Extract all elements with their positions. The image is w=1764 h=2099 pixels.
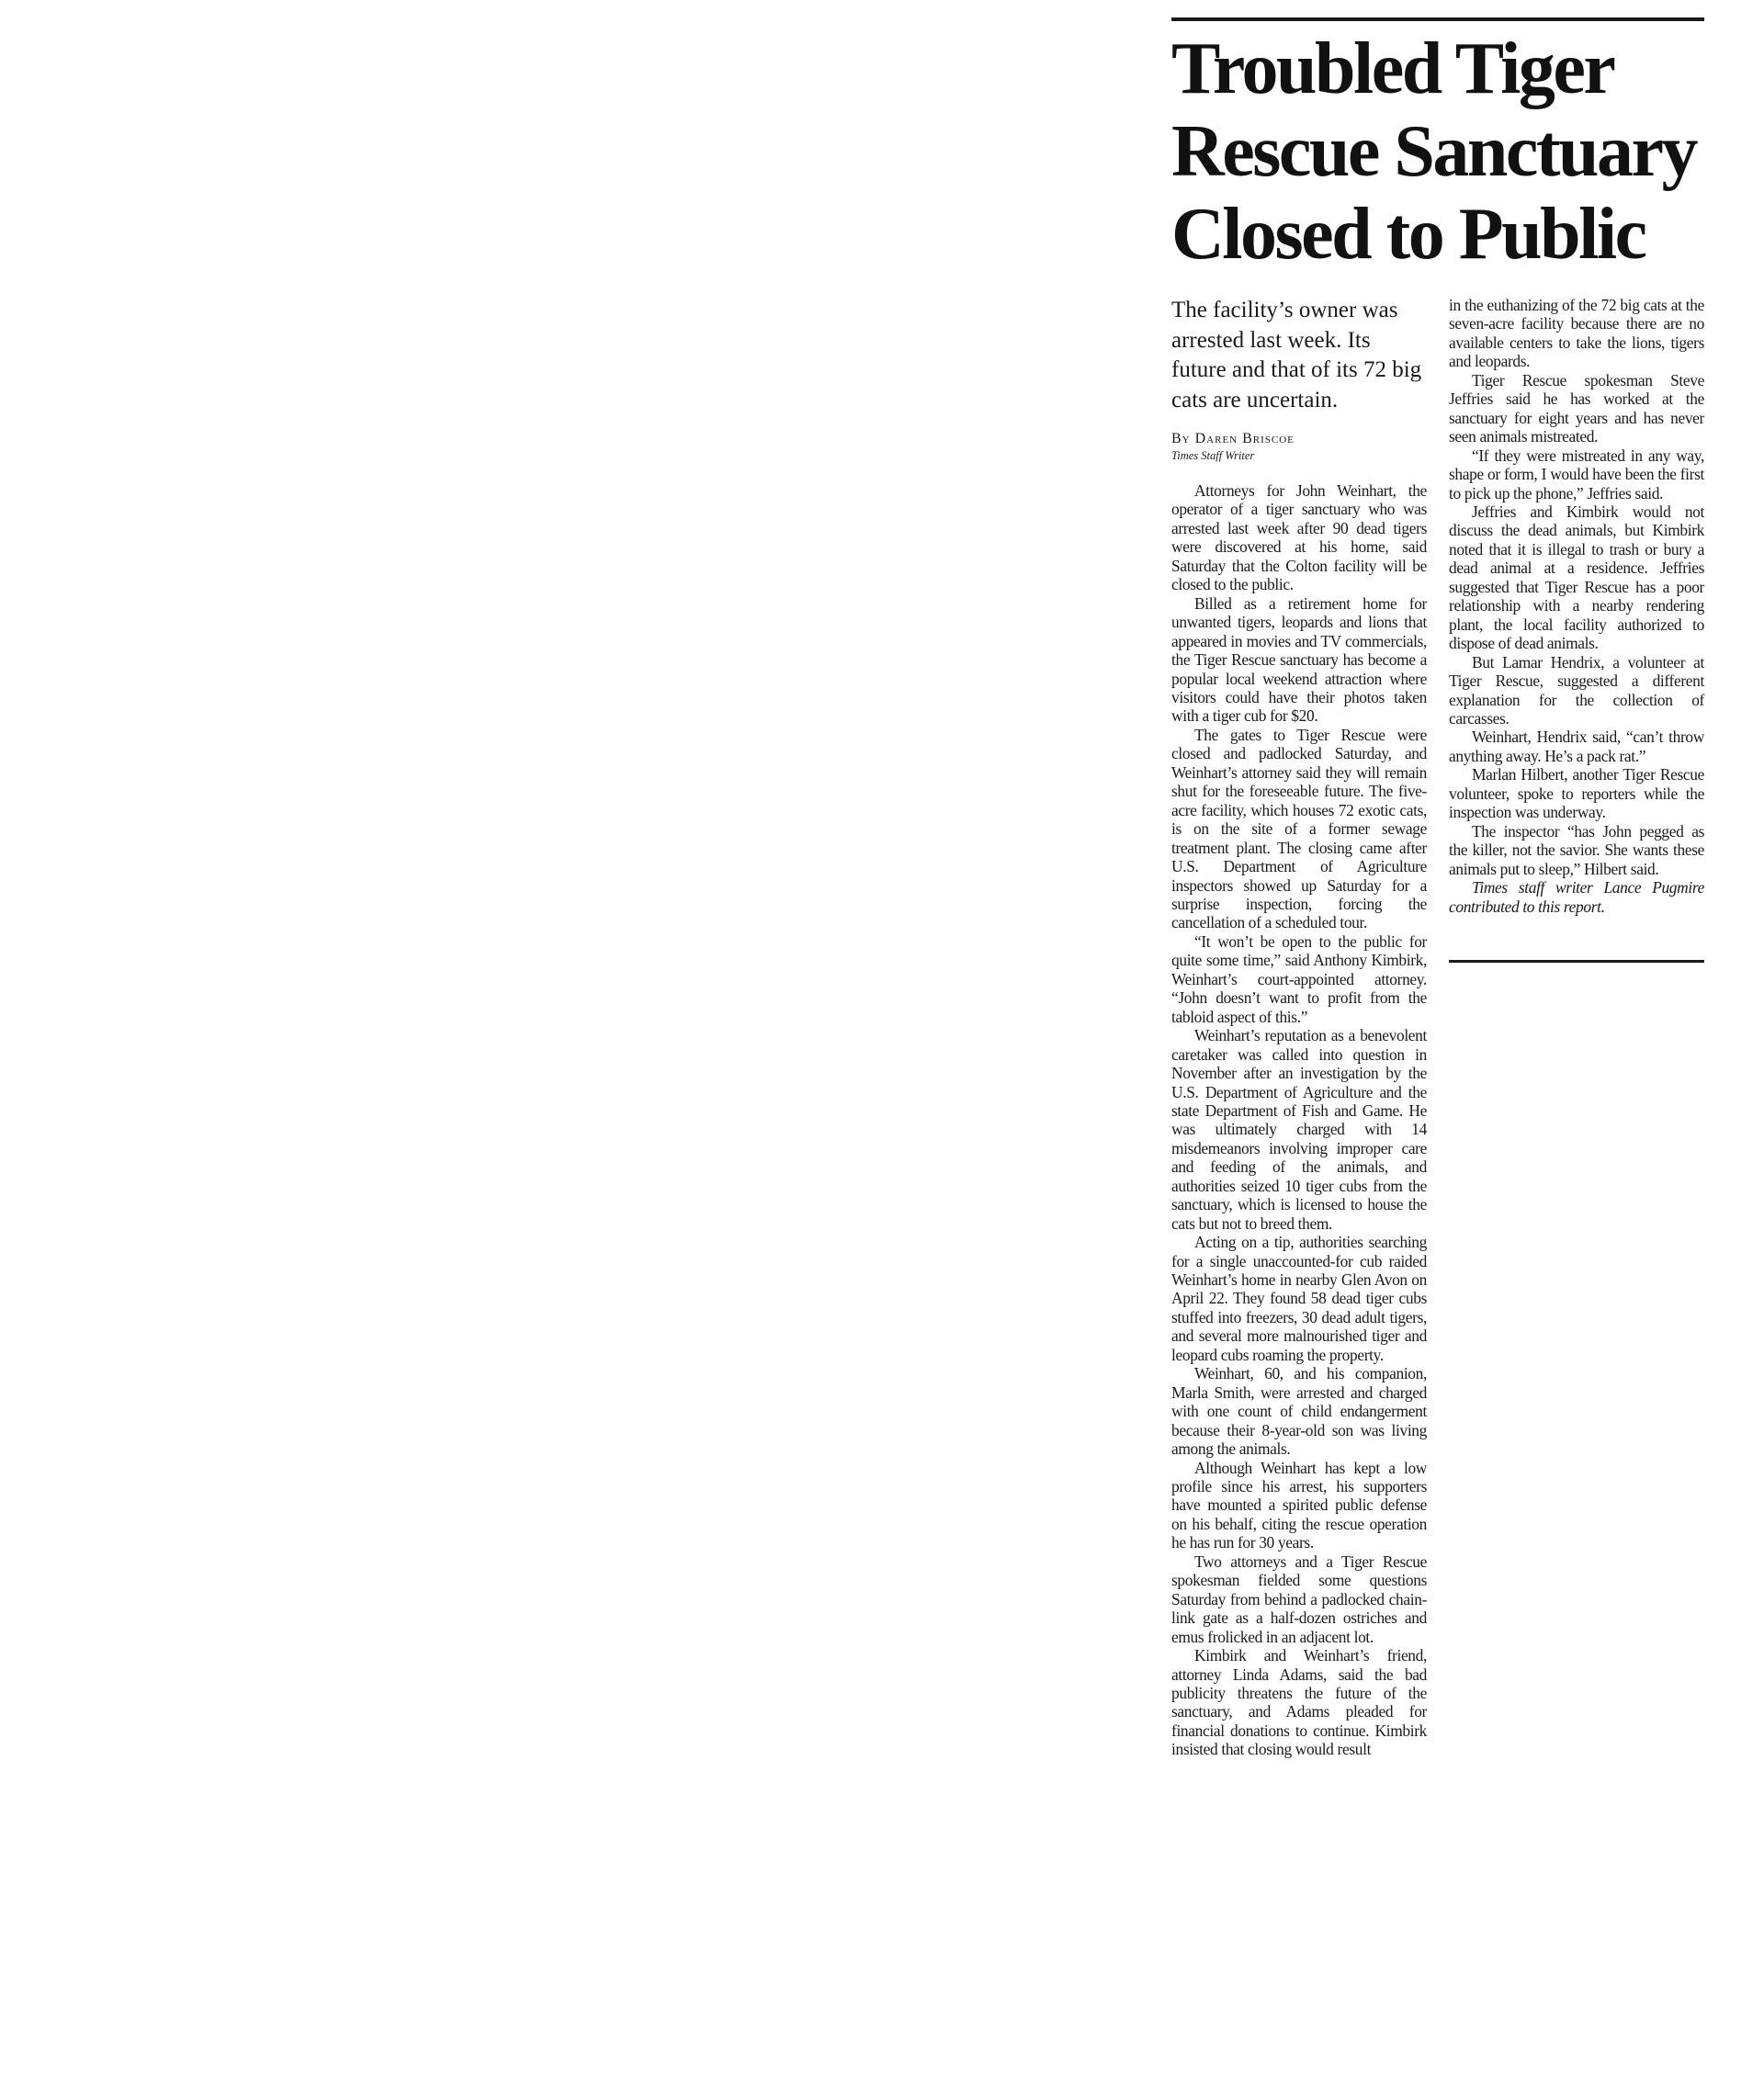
byline-title: Times Staff Writer xyxy=(1171,449,1255,462)
paragraph: “If they were mistreated in any way, shape or form, I would have been the first to pick up the phone,” Jeffries said. xyxy=(1449,446,1704,502)
paragraph: Weinhart’s reputation as a benevolent caretaker was called into question in November after an investigation by the U.S. Department of Agriculture and the state Department of Fish and Game. He was ultimately charged with 14 misdemeanors involving improper care and feeding of the animals, and authorities seized 10 tiger cubs from the sanctuary, which is licensed to house the cats but not to breed them. xyxy=(1171,1026,1427,1233)
right-column xyxy=(1449,296,1704,963)
paragraph: Weinhart, Hendrix said, “can’t throw anything away. He’s a pack rat.” xyxy=(1449,728,1704,765)
paragraph: Jeffries and Kimbirk would not discuss the dead animals, but Kimbirk noted that it is illegal to trash or bury a dead animal at a residence. Jeffries suggested that Tiger Rescue has a poor relationship with a nearby rendering plant, the local facility authorized to dispose of dead animals. xyxy=(1449,502,1704,653)
dek: The facility’s owner was arrested last week. Its future and that of its 72 big cats are uncertain. xyxy=(1171,298,1422,412)
paragraph: The gates to Tiger Rescue were closed and padlocked Saturday, and Weinhart’s attorney said they will remain shut for the foreseeable future. The five-acre facility, which houses 72 exotic cats, is on the site of a former sewage treatment plant. The closing came after U.S. Department of Agriculture inspectors showed up Saturday for a surprise inspection, forcing the cancellation of a scheduled tour. xyxy=(1171,725,1427,932)
paragraph: Two attorneys and a Tiger Rescue spokesman fielded some questions Saturday from behind a padlocked chain-link gate as a half-dozen ostriches and emus frolicked in an adjacent lot. xyxy=(1171,1552,1427,1646)
paragraph-continuation: in the euthanizing of the 72 big cats at the seven-acre facility because there are no available centers to take the lions, tigers and leopards. xyxy=(1449,296,1704,371)
headline: Troubled Tiger Rescue Sanctuary Closed to Public xyxy=(1171,28,1697,275)
contributor-note: Times staff writer Lance Pugmire contributed to this report. xyxy=(1449,878,1704,916)
end-rule xyxy=(1449,960,1704,963)
article xyxy=(1171,0,1704,2099)
paragraph: Acting on a tip, authorities searching for a single unaccounted-for cub raided Weinhart’s home in nearby Glen Avon on April 22. They found 58 dead tiger cubs stuffed into freezers, 30 dead adult tigers, and several more malnourished tiger and leopard cubs roaming the property. xyxy=(1171,1233,1427,1364)
left-body xyxy=(1171,481,1427,1759)
top-rule xyxy=(1171,17,1704,21)
paragraph: Attorneys for John Weinhart, the operator of a tiger sanctuary who was arrested last week after 90 dead tigers were discovered at his home, said Saturday that the Colton facility will be closed to the public. xyxy=(1171,481,1427,594)
paragraph: “It won’t be open to the public for quite some time,” said Anthony Kimbirk, Weinhart’s court-appointed attorney. “John doesn’t want to profit from the tabloid aspect of this.” xyxy=(1171,931,1427,1026)
paragraph: Billed as a retirement home for unwanted tigers, leopards and lions that appeared in movies and TV commercials, the Tiger Rescue sanctuary has become a popular local weekend attraction where visitors could have their photos taken with a tiger cub for $20. xyxy=(1171,593,1427,726)
paragraph: But Lamar Hendrix, a volunteer at Tiger Rescue, suggested a different explanation for the collection of carcasses. xyxy=(1449,652,1704,728)
paragraph: Marlan Hilbert, another Tiger Rescue volunteer, spoke to reporters while the inspection was underway. xyxy=(1449,765,1704,822)
paragraph: The inspector “has John pegged as the killer, not the savior. She wants these animals put to sleep,” Hilbert said. xyxy=(1449,821,1704,878)
paragraph: Kimbirk and Weinhart’s friend, attorney Linda Adams, said the bad publicity threatens the future of the sanctuary, and Adams pleaded for financial donations to continue. Kimbirk insisted that closing would result xyxy=(1171,1646,1427,1759)
byline: By Daren Briscoe xyxy=(1171,431,1295,446)
paragraph: Weinhart, 60, and his companion, Marla Smith, were arrested and charged with one count of child endangerment because their 8-year-old son was living among the animals. xyxy=(1171,1364,1427,1459)
right-body xyxy=(1449,296,1704,916)
left-column xyxy=(1171,296,1427,1759)
paragraph: Although Weinhart has kept a low profile since his arrest, his supporters have mounted a spirited public defense on his behalf, citing the rescue operation he has run for 30 years. xyxy=(1171,1458,1427,1552)
paragraph: Tiger Rescue spokesman Steve Jeffries said he has worked at the sanctuary for eight years and has never seen animals mistreated. xyxy=(1449,370,1704,446)
